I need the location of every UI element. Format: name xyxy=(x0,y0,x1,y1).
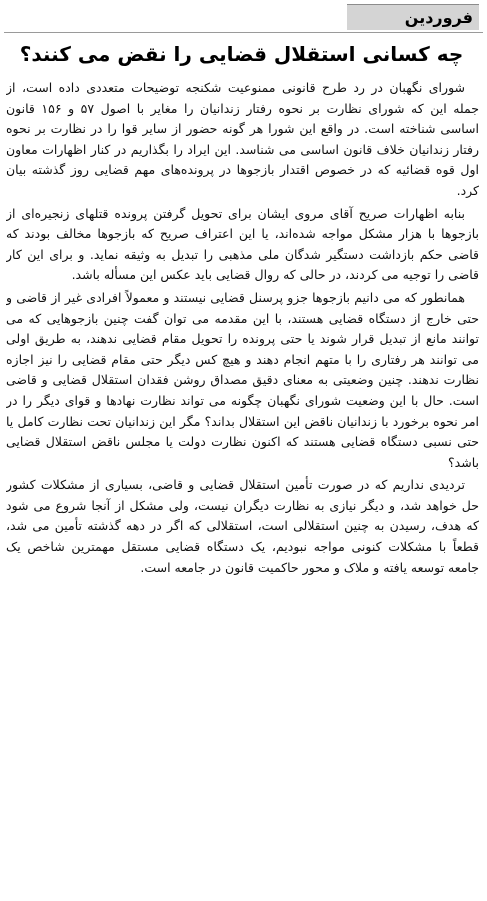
article-paragraph-3: همانطور که می دانیم بازجوها جزو پرسنل قضایی نیستند و معمولاً افرادی غیر از قاضی و حتی خارج از دستگاه قضایی هستند، با این مقدمه می توان گفت چنین بازجوهایی که می توانند مانع از تبدیل قرار شوند یا حتی پرونده را تحویل مقام قضایی ندهند، به طریق اولی می توانند هر رفتاری را با متهم انجام دهند و هیچ کس دیگر حتی مقام قضایی را نیز اجازه نظارت ندهند. چنین وضعیتی به معنای دقیق مصداق روشن فقدان استقلال قضایی و قاضی است. حال با این وضعیت شورای نگهبان چگونه می تواند نظارت نهادها و قوای دیگر را در امر نحوه برخورد با زندانیان ناقض این استقلال بداند؟ مگر این زندانیان تحت نظارت کامل یا حتی نسبی دستگاه قضایی هستند که اکنون نظارت دولت یا مجلس ناقض استقلال قضایی باشد؟ xyxy=(6,289,479,470)
section-label: فروردین xyxy=(404,7,473,27)
article-headline: چه کسانی استقلال قضایی را نقض می کنند؟ xyxy=(19,42,464,66)
article-paragraph-2: بنابه اظهارات صریح آقای مروی ایشان برای تحویل گرفتن پرونده قتلهای زنجیره‌ای از بازجوها با هزار مشکل مواجه شده‌اند، یا این اعتراف صریح که بازجوها مخالف بودند که قاضی حکم بازداشت دستگیر شدگان ملی مذهبی را تبدیل به وثیقه نماید. و برای این کار قاضی را توجیه می کردند، در حالی که روال قضایی باید عکس این مسأله باشد. xyxy=(6,205,479,283)
header-divider xyxy=(4,32,483,33)
article-body xyxy=(6,78,479,897)
article-paragraph-1: شورای نگهبان در رد طرح قانونی ممنوعیت شکنجه توضیحات متعددی داده است، از جمله این که شورای نظارت بر نحوه رفتار زندانیان را مغایر با اصول ۵۷ و ۱۵۶ قانون اساسی شناخته است. در واقع این شورا هر گونه حضور از سایر قوا را در نظارت بر نحوه رفتار زندانیان خلاف قانون اساسی می شناسد. این ایراد را بگذاریم در کنار اظهارات معاون اول قوه قضائیه که در خصوص اقتدار بازجوها در پرونده‌های مهم قضایی روز گذشته بیان کرد. xyxy=(6,80,479,198)
section-header xyxy=(347,4,479,30)
article-paragraph-4: تردیدی نداریم که در صورت تأمین استقلال قضایی و قاضی، بسیاری از مشکلات کشور حل خواهد شد، و دیگر نیازی به نظارت دیگران نیست، ولی مشکل از آنجا شروع می شود که هدف، رسیدن به چنین استقلالی است، استقلالی که اگر در دهه گذشته تأمین می شد، قطعاً با مشکلات کنونی مواجه نبودیم، یک دستگاه قضایی مستقل مهمترین شاخص یک جامعه توسعه یافته و ملاک و محور حاکمیت قانون در جامعه است. xyxy=(6,477,479,575)
